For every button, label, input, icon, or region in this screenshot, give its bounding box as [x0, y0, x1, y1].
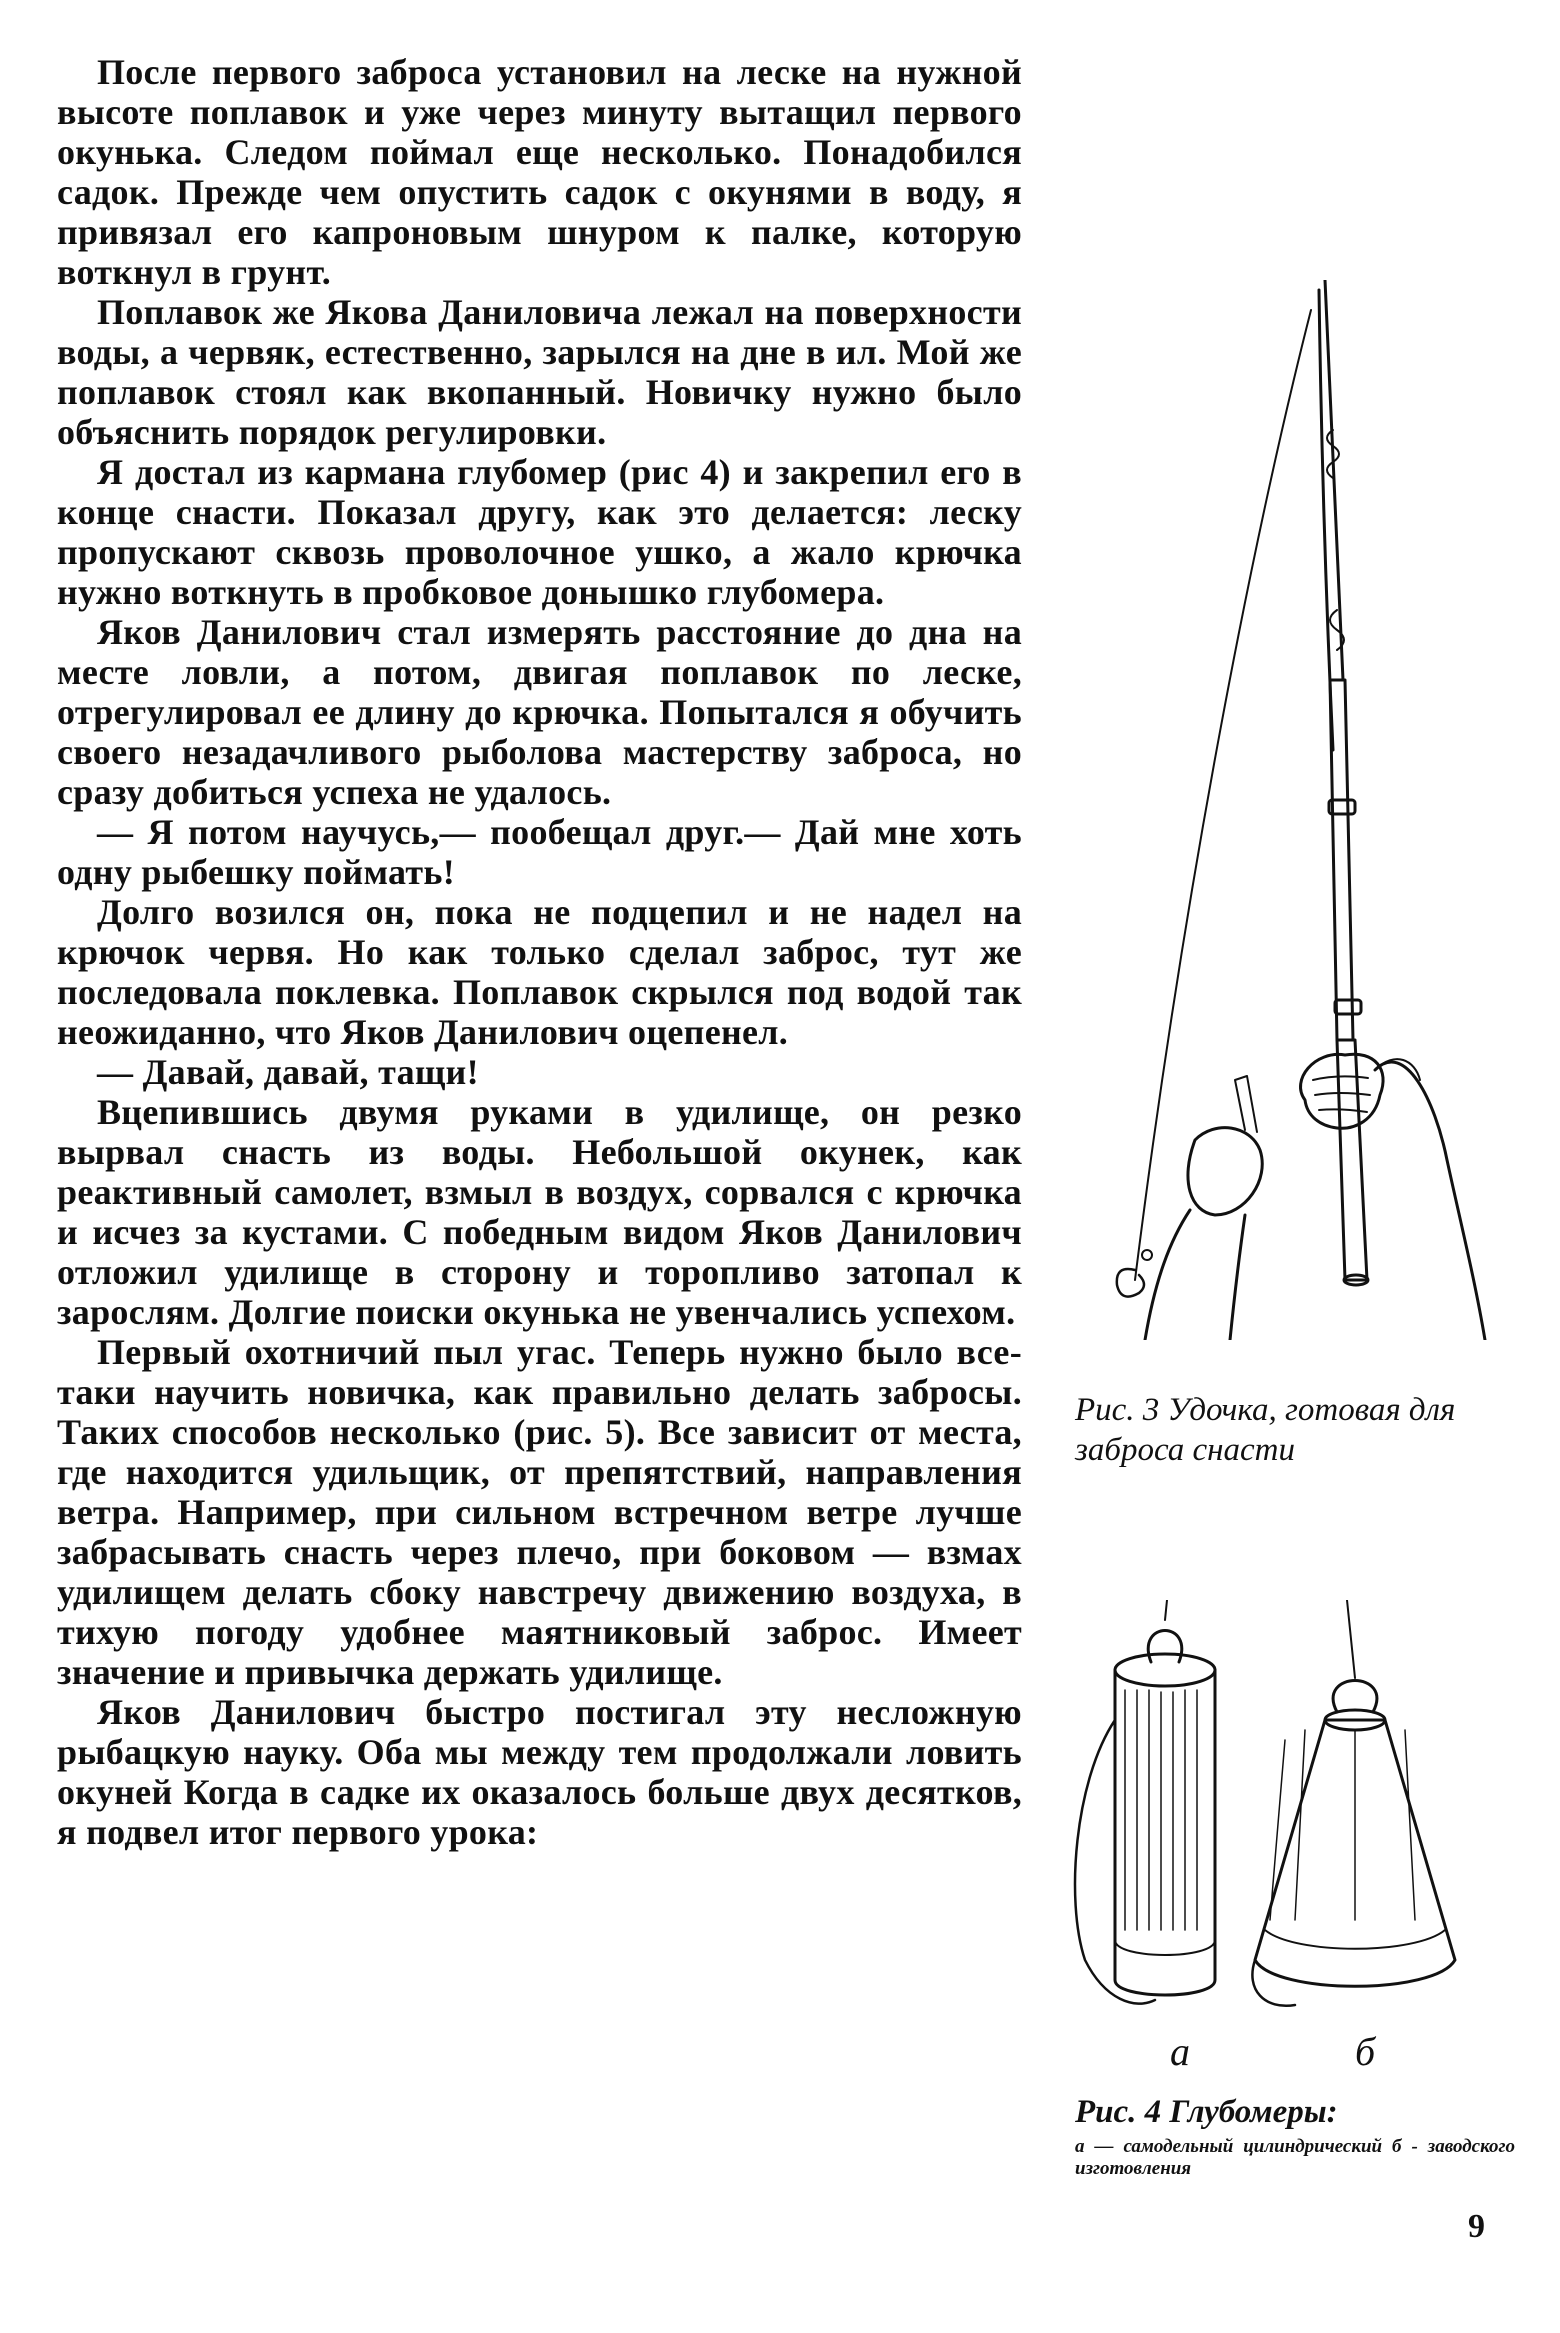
gauge-a-line: [1165, 1600, 1167, 1620]
fishing-line: [1135, 310, 1311, 1280]
gauge-label-a: а: [1170, 2029, 1190, 2074]
depth-gauges-illustration: [1055, 1600, 1515, 2080]
lower-hand-thumb: [1235, 1076, 1257, 1132]
paragraph: Яков Данилович быстро постигал эту несложную рыбацкую науку. Оба мы между тем продолжали ловить окуней Когда в садке их оказалось больше двух десятков, я подвел итог первого урока:: [57, 1692, 1022, 1852]
rod-ferrule: [1335, 1000, 1361, 1014]
figure-4-caption-title: Рис. 4 Глубомеры:: [1075, 2094, 1338, 2130]
gauge-label-b: б: [1355, 2029, 1376, 2074]
paragraph: После первого заброса установил на леске на нужной высоте поплавок и уже через минуту вытащил первого окунька. Следом поймал еще несколько. Понадобился садок. Прежде чем опустить садок с окунями в воду, я привязал его капроновым шнуром к палке, которую воткнул в грунт.: [57, 52, 1022, 292]
dialog-line: — Я потом научусь,— пообещал друг.— Дай мне хоть одну рыбешку поймать!: [57, 812, 1022, 892]
lower-hand: [1188, 1128, 1262, 1215]
figure-3-caption: Рис. 3 Удочка, готовая для заброса снасти: [1075, 1392, 1456, 1468]
paragraph: Поплавок же Якова Даниловича лежал на поверхности воды, а червяк, естественно, зарылся на дне в ил. Мой же поплавок стоял как вкопанный. Новичку нужно было объяснить порядок регулировки.: [57, 292, 1022, 452]
figure-4-caption-description: а — самодельный цилиндрический б - заводского изготовления: [1075, 2136, 1515, 2179]
dialog-line: — Давай, давай, тащи!: [97, 1052, 479, 1092]
page-number: 9: [1468, 2208, 1485, 2245]
upper-sleeve: [1375, 1062, 1485, 1340]
fishing-rod-illustration: [1075, 280, 1515, 1340]
gauge-b-line: [1347, 1600, 1355, 1678]
gauge-a-loop: [1148, 1631, 1181, 1663]
paragraph: Вцепившись двумя руками в удилище, он резко вырвал снасть из воды. Небольшой окунек, как реактивный самолет, взмыл в воздух, сорвался с крючка и исчез за кустами. С победным видом Яков Данилович отложил удилище в сторону и торопливо затопал к зарослям. Долгие поиски окунька не увенчались успехом.: [57, 1092, 1022, 1332]
upper-hand: [1301, 1054, 1384, 1128]
conical-depth-gauge: [1252, 1600, 1455, 2006]
gauge-b-leader: [1252, 1960, 1295, 2006]
paragraph: Первый охотничий пыл угас. Теперь нужно было все-таки научить новичка, как правильно делать забросы. Таких способов несколько (рис. 5). Все зависит от места, где находится удильщик, от препятствий, направления ветра. Например, при сильном встречном ветре лучше забрасывать снасть через плечо, при боковом — взмах удилищем делать сбоку навстречу движению воздуха, в тихую погоду удобнее маятниковый заброс. Имеет значение и привычка держать удилище.: [57, 1332, 1022, 1692]
lower-sleeve: [1145, 1210, 1245, 1340]
figure-4-caption: [1075, 2092, 1515, 2180]
gauge-b-loop: [1333, 1681, 1377, 1713]
paragraph: Яков Данилович стал измерять расстояние до дна на месте ловли, а потом, двигая поплавок по леске, отрегулировал ее длину до крючка. Попытался я обучить своего незадачливого рыболова мастерству заброса, но сразу добиться успеха не удалось.: [57, 612, 1022, 812]
cylindrical-depth-gauge: [1075, 1600, 1215, 2004]
upper-hand-fingers: [1313, 1076, 1370, 1112]
paragraph: Я достал из кармана глубомер (рис 4) и закрепил его в конце снасти. Показал другу, как это делается: леску пропускают сквозь проволочное ушко, а жало крючка нужно воткнуть в пробковое донышко глубомера.: [57, 452, 1022, 612]
float-bead: [1142, 1250, 1152, 1260]
hook: [1117, 1269, 1144, 1297]
body-text: [57, 52, 1022, 1852]
paragraph: Долго возился он, пока не подцепил и не надел на крючок червя. Но как только сделал заброс, тут же последовала поклевка. Поплавок скрылся под водой так неожиданно, что Яков Данилович оцепенел.: [57, 892, 1022, 1052]
